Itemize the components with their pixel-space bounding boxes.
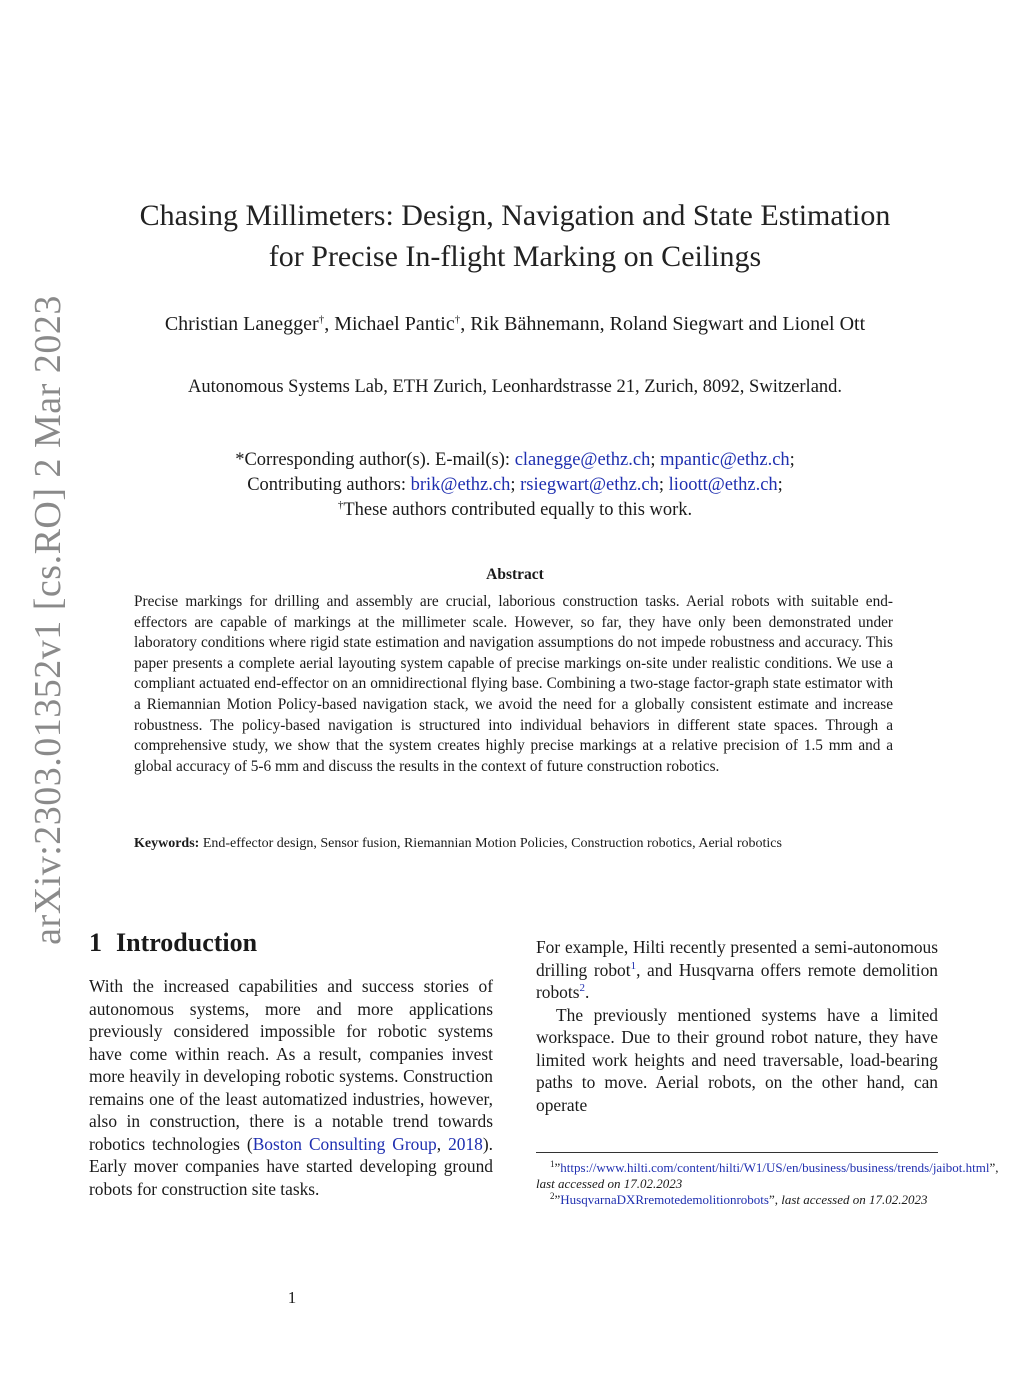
keywords-text: End-effector design, Sensor fusion, Riemannian Motion Policies, Construction robotics, Aerial robotics <box>202 836 782 851</box>
intro-text-continued: ). Early mover companies have started developing ground robots for construction site tasks. <box>89 1133 493 1199</box>
paragraph-examples <box>536 936 938 1004</box>
footnote-ref-1[interactable]: 1 <box>630 959 637 972</box>
dagger-mark: † <box>337 498 344 511</box>
footnote-access-note: last accessed on 17.02.2023 <box>781 1192 928 1207</box>
email-link-lioott[interactable]: lioott@ethz.ch <box>668 475 778 495</box>
author-list <box>100 311 930 338</box>
dagger-mark: † <box>318 313 325 326</box>
corresponding-line <box>100 448 930 473</box>
author-separator: , <box>324 313 335 335</box>
email-link-clanegge[interactable]: clanegge@ethz.ch <box>514 450 651 470</box>
paper-title <box>100 195 930 277</box>
quote-mark: ”, <box>768 1192 778 1207</box>
quote-mark: ”, <box>989 1160 999 1175</box>
citation-link-name[interactable]: Boston Consulting Group <box>252 1133 437 1154</box>
separator: ; <box>650 450 656 470</box>
email-link-brik[interactable]: brik@ethz.ch <box>410 475 511 495</box>
citation-separator: , <box>436 1133 449 1154</box>
keywords <box>134 835 893 853</box>
intro-text: With the increased capabilities and success stories of autonomous systems, more and more applications previously considered impossible for robotic systems have come within reach. As a result, companies invest more heavily in developing robotic systems. Construction remains one of the least automatized industries, however, also in construction, there is a notable trend towards robotics technologies ( <box>89 976 493 1154</box>
abstract-heading: Abstract <box>486 566 544 583</box>
footnote-2 <box>536 1192 938 1208</box>
author-1: Christian Lanegger <box>164 313 319 335</box>
left-column <box>89 975 493 1200</box>
intro-paragraph <box>89 975 493 1200</box>
contributing-line <box>100 473 930 498</box>
title-line-1: Chasing Millimeters: Design, Navigation and State Estimation <box>139 199 891 232</box>
paragraph-text: . <box>584 982 590 1002</box>
footnote-link-hilti[interactable]: https://www.hilti.com/content/hilti/W1/US/en/business/business/trends/jaibot.html <box>560 1160 990 1175</box>
footnote-link-husqvarna[interactable]: HusqvarnaDXRremotedemolitionrobots <box>560 1192 769 1207</box>
separator: ; <box>658 475 665 495</box>
quote-mark: ” <box>554 1160 561 1175</box>
separator: ; <box>789 450 795 470</box>
page-number: 1 <box>287 1288 297 1307</box>
arxiv-stamp: arXiv:2303.01352v1 [cs.RO] 2 Mar 2023 <box>27 295 69 945</box>
separator: ; <box>777 475 783 495</box>
contact-info <box>100 448 930 523</box>
section-number: 1 <box>89 928 102 957</box>
title-line-2: for Precise In-flight Marking on Ceilings <box>268 240 762 273</box>
paragraph-workspace: The previously mentioned systems have a limited workspace. Due to their ground robot nature, they have limited work heights and need traversable, load-bearing paths to move. Aerial robots, on the other hand, can operate <box>536 1004 938 1115</box>
author-rest: , Rik Bähnemann, Roland Siegwart and Lionel Ott <box>460 313 866 335</box>
footnote-1 <box>536 1158 999 1192</box>
quote-mark: ” <box>554 1192 561 1207</box>
footnote-mark: 2 <box>550 1190 555 1201</box>
contributing-prefix: Contributing authors: <box>247 475 406 495</box>
paragraph-text: , and Husqvarna offers remote demolition robots <box>536 959 938 1002</box>
separator: ; <box>510 475 516 495</box>
email-link-rsiegwart[interactable]: rsiegwart@ethz.ch <box>520 475 659 495</box>
footnote-mark: 1 <box>550 1158 555 1169</box>
footnote-access-note: last accessed on 17.02.2023 <box>536 1176 683 1191</box>
author-2: Michael Pantic <box>334 313 455 335</box>
keywords-label: Keywords: <box>134 836 200 851</box>
section-title: Introduction <box>116 928 258 957</box>
equal-contribution-note <box>100 498 930 523</box>
citation-link-year[interactable]: 2018 <box>448 1133 483 1154</box>
email-link-mpantic[interactable]: mpantic@ethz.ch <box>660 450 790 470</box>
affiliation: Autonomous Systems Lab, ETH Zurich, Leonhardstrasse 21, Zurich, 8092, Switzerland. <box>187 377 843 397</box>
equal-contribution-text: These authors contributed equally to this work. <box>343 500 693 520</box>
paragraph-text: For example, Hilti recently presented a semi-autonomous drilling robot <box>536 937 938 980</box>
right-column <box>536 936 938 1116</box>
section-heading <box>89 928 257 958</box>
footnote-divider <box>536 1152 938 1153</box>
dagger-mark: † <box>454 313 461 326</box>
corresponding-prefix: *Corresponding author(s). E-mail(s): <box>235 450 511 470</box>
footnotes <box>536 1158 999 1208</box>
abstract-body: Precise markings for drilling and assembly are crucial, laborious construction tasks. Aerial robots with suitable end-effectors are capable of markings at the millimeter scale. However, so far, they have only been demonstrated under laboratory conditions where rigid state estimation and navigation assumptions do not impede robustness and accuracy. This paper presents a complete aerial layouting system capable of precise markings on-site under realistic conditions. We use a compliant actuated end-effector on an omnidirectional flying base. Combining a two-stage factor-graph state estimator with a Riemannian Motion Policy-based navigation stack, we avoid the need for a globally consistent estimate and increase robustness. The policy-based navigation is structured into individual behaviors in different state spaces. Through a comprehensive study, we show that the system creates highly precise markings at a relative precision of 1.5 mm and a global accuracy of 5-6 mm and discuss the results in the context of future construction robotics. <box>134 593 893 775</box>
footnote-ref-2[interactable]: 2 <box>579 982 585 995</box>
